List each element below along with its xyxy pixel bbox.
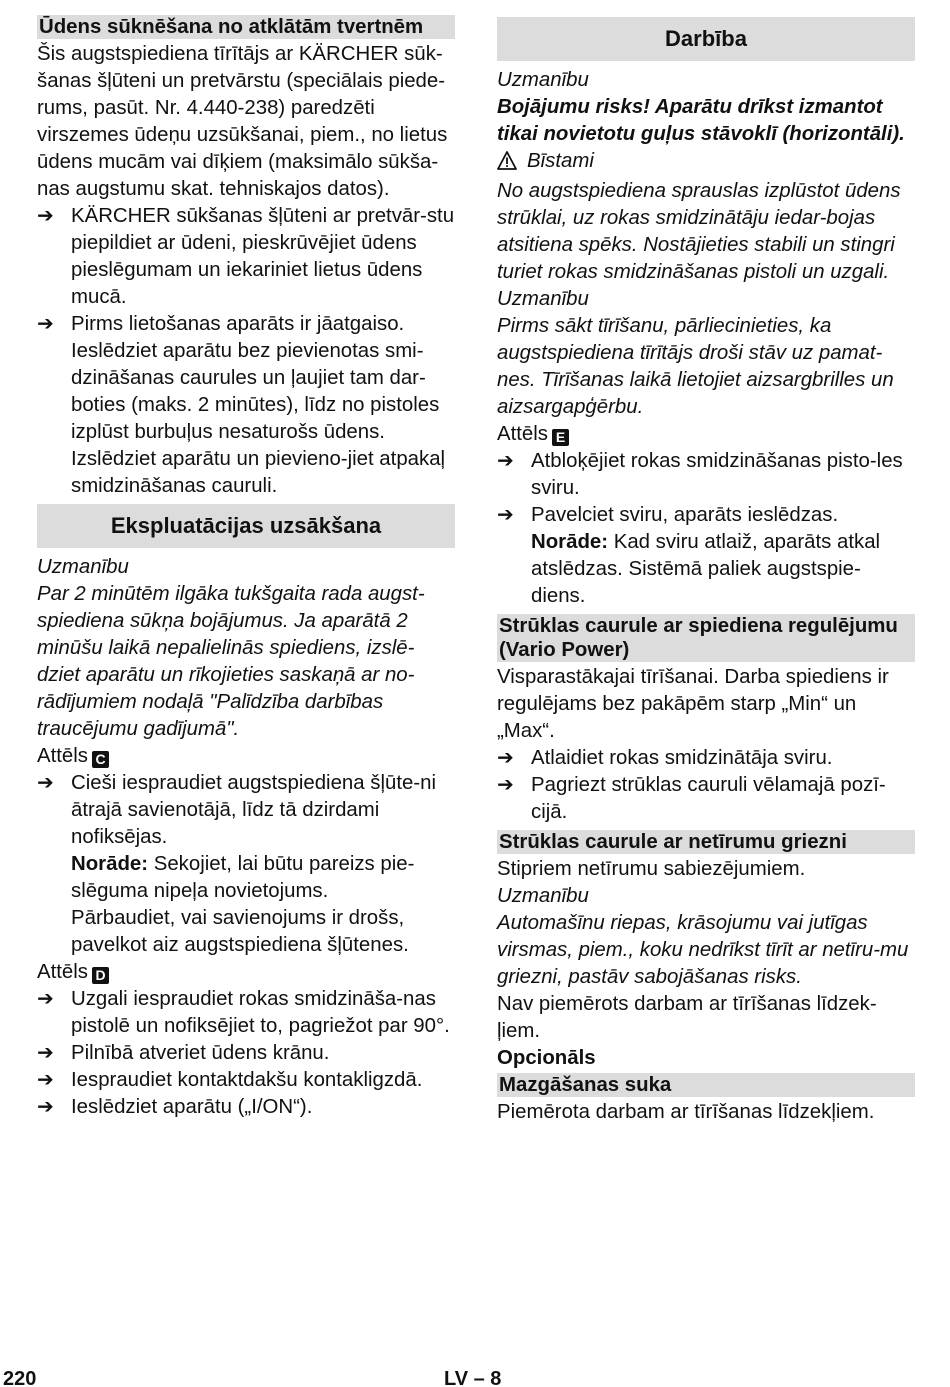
optional-heading: Opcionāls: [497, 1047, 596, 1069]
instruction-item: [37, 1067, 455, 1094]
paragraph: Nav piemērots darbam ar tīrīšanas līdzek-ļiem.: [497, 993, 877, 1042]
caution-label: Uzmanību: [497, 69, 589, 91]
figure-label: Attēls: [37, 745, 88, 767]
caution-label: Uzmanību: [37, 556, 129, 578]
caution-label: Uzmanību: [497, 885, 589, 907]
instruction-text: Iespraudiet kontaktdakšu kontakligzdā.: [71, 1069, 423, 1091]
instruction-text: Atbloķējiet rokas smidzināšanas pisto-les sviru.: [531, 450, 903, 499]
section-heading: Mazgāšanas suka: [497, 1073, 915, 1097]
chapter-heading: Ekspluatācijas uzsākšana: [37, 504, 455, 548]
figure-reference: [497, 421, 915, 448]
figure-reference: [37, 959, 455, 986]
arrow-right-icon: ➔: [497, 504, 514, 526]
arrow-right-icon: ➔: [37, 772, 54, 794]
section-heading: Strūklas caurule ar spiediena regulējumu (Vario Power): [497, 614, 915, 662]
page-number: 220: [3, 1368, 37, 1387]
instruction-text: Pagriezt strūklas cauruli vēlamajā pozī-cijā.: [531, 774, 886, 823]
danger-heading: [497, 148, 915, 178]
figure-reference: [37, 743, 455, 770]
note-text: Sekojiet, lai būtu pareizs pie-slēguma nipeļa novietojums.: [71, 853, 415, 902]
instruction-text: KÄRCHER sūkšanas šļūteni ar pretvār-stu piepildiet ar ūdeni, pieskrūvējiet ūdens pieslēgumam un iekariniet lietus ūdens mucā.: [71, 205, 455, 308]
note-label: Norāde:: [71, 853, 149, 875]
instruction-text: Atlaidiet rokas smidzinātāja sviru.: [531, 747, 833, 769]
caution-label: Uzmanību: [497, 288, 589, 310]
instruction-item: [497, 745, 915, 772]
warning-triangle-icon: [497, 151, 517, 178]
caution-text: Bojājumu risks! Aparātu drīkst izmantot tikai novietotu guļus stāvoklī (horizontāli).: [497, 96, 905, 145]
note: [37, 851, 455, 905]
note-label: Norāde:: [531, 531, 609, 553]
instruction-text: Pilnībā atveriet ūdens krānu.: [71, 1042, 330, 1064]
instruction-item: [37, 203, 455, 311]
caution-text: Par 2 minūtēm ilgāka tukšgaita rada augst-spiediena sūkņa bojājumus. Ja aparātā 2 minūšu laikā nepalielinās spiediens, izslē-dziet aparātu un rīkojieties saskaņā ar no-rādījumiem nodaļā "Palīdzība darbības traucējumu gadījumā".: [37, 583, 425, 740]
arrow-right-icon: ➔: [37, 1069, 54, 1091]
arrow-right-icon: ➔: [497, 747, 514, 769]
arrow-right-icon: ➔: [497, 450, 514, 472]
figure-label: Attēls: [497, 423, 548, 445]
left-column: [37, 14, 455, 1121]
instruction-text: Pirms lietošanas aparāts ir jāatgaiso. Ieslēdziet aparātu bez pievienotas smi-dzināšanas caurules un ļaujiet tam dar-boties (maks. 2 minūtes), līdz no pistoles izplūst burbuļus nesaturošs ūdens. Izslēdziet aparātu un pievieno-jiet atpakaļ smidzināšanas cauruli.: [71, 313, 446, 497]
section-footer: LV – 8: [444, 1368, 502, 1387]
chapter-heading: Darbība: [497, 17, 915, 61]
instruction-text: Pavelciet sviru, aparāts ieslēdzas.: [531, 504, 839, 526]
danger-text: No augstspiediena sprauslas izplūstot ūdens strūklai, uz rokas smidzinātāju iedar-bojas atsitiena spēks. Nostājieties stabili un stingri turiet rokas smidzināšanas pistoli un uzgali.: [497, 180, 901, 283]
figure-key-box: D: [92, 967, 109, 984]
instruction-item: [37, 1040, 455, 1067]
instruction-item: [37, 770, 455, 851]
instruction-item: [497, 772, 915, 826]
note-text: Kad sviru atlaiž, aparāts atkal atslēdzas. Sistēmā paliek augstspie-diens.: [531, 531, 881, 607]
paragraph: Visparastākajai tīrīšanai. Darba spiediens ir regulējams bez pakāpēm starp „Min“ un „Max“.: [497, 666, 889, 742]
instruction-item: [37, 311, 455, 500]
danger-label: Bīstami: [527, 150, 594, 172]
instruction-text: Ieslēdziet aparātu („I/ON“).: [71, 1096, 313, 1118]
instruction-text: Uzgali iespraudiet rokas smidzināša-nas pistolē un nofiksējiet to, pagriežot par 90°.: [71, 988, 450, 1037]
figure-key-box: E: [552, 429, 569, 446]
instruction-text: Cieši iespraudiet augstspiediena šļūte-ni ātrajā savienotājā, līdz tā dzirdami nofiksējas.: [71, 772, 436, 848]
arrow-right-icon: ➔: [37, 205, 54, 227]
note: [497, 529, 915, 610]
figure-key-box: C: [92, 751, 109, 768]
paragraph: Piemērota darbam ar tīrīšanas līdzekļiem.: [497, 1101, 875, 1123]
section-heading: Strūklas caurule ar netīrumu griezni: [497, 830, 915, 854]
instruction-item: [497, 502, 915, 529]
paragraph: Stipriem netīrumu sabiezējumiem.: [497, 858, 806, 880]
caution-text: Pirms sākt tīrīšanu, pārliecinieties, ka augstspiediena tīrītājs droši stāv uz pamat-nes. Tīrīšanas laikā lietojiet aizsargbrilles un aizsargapģērbu.: [497, 315, 894, 418]
instruction-item: [497, 448, 915, 502]
paragraph: Šis augstspiediena tīrītājs ar KÄRCHER sūk-šanas šļūteni un pretvārstu (speciālais piede-rums, pasūt. Nr. 4.440-238) paredzēti virszemes ūdeņu uzsūkšanai, piem., no lietus ūdens mucām vai dīķiem (maksimālo sūkša-nas augstumu skat. tehniskajos datos).: [37, 43, 448, 200]
arrow-right-icon: ➔: [37, 1096, 54, 1118]
caution-text: Automašīnu riepas, krāsojumu vai jutīgas virsmas, piem., koku nedrīkst tīrīt ar netīru-mu griezni, pastāv sabojāšanas risks.: [497, 912, 909, 988]
note-continued: Pārbaudiet, vai savienojums ir drošs, pavelkot aiz augstspiediena šļūtenes.: [71, 907, 409, 956]
instruction-item: [37, 1094, 455, 1121]
arrow-right-icon: ➔: [37, 313, 54, 335]
figure-label: Attēls: [37, 961, 88, 983]
arrow-right-icon: ➔: [497, 774, 514, 796]
arrow-right-icon: ➔: [37, 988, 54, 1010]
section-heading: Ūdens sūknēšana no atklātām tvertnēm: [37, 15, 455, 39]
right-column: [497, 14, 915, 1126]
arrow-right-icon: ➔: [37, 1042, 54, 1064]
instruction-item: [37, 986, 455, 1040]
